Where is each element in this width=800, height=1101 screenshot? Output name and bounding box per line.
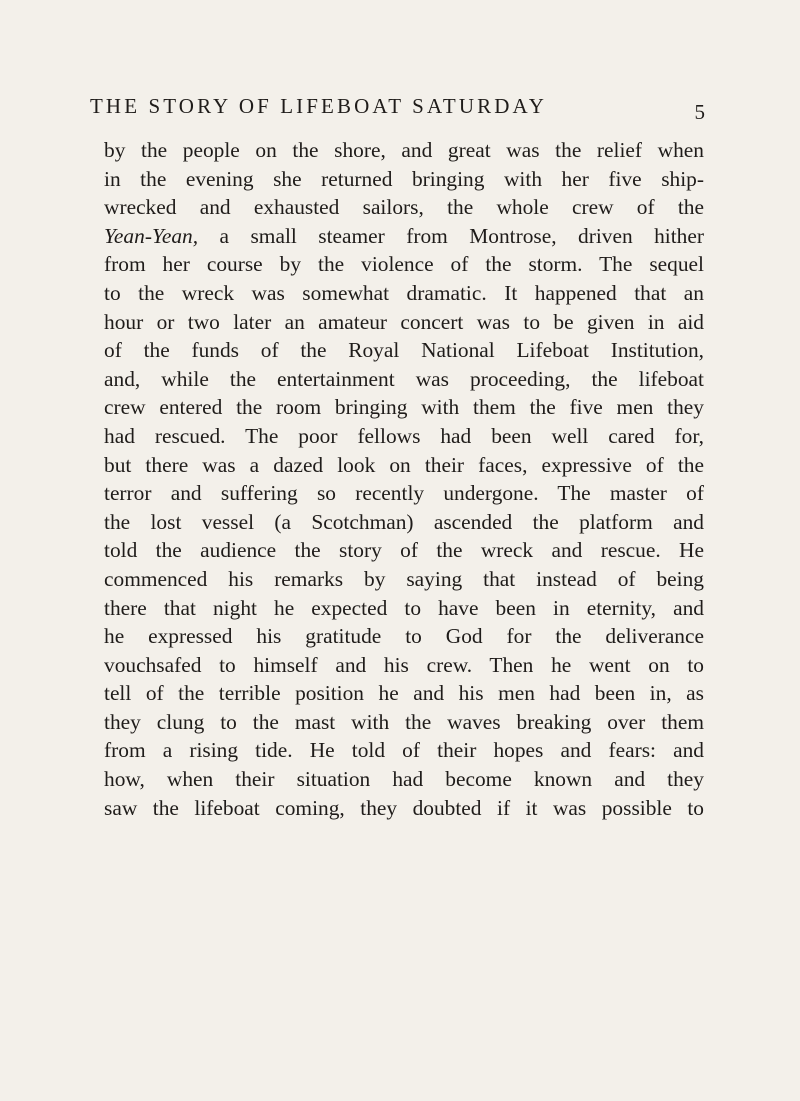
text-line: the lost vessel (a Scotchman) ascended the platform and: [104, 509, 704, 534]
text-line: there that night he expected to have been in eternity, and: [104, 595, 704, 620]
text-line: wrecked and exhausted sailors, the whole crew of the: [104, 195, 704, 220]
text-line: by the people on the shore, and great was the relief when: [104, 138, 704, 162]
page-number: 5: [694, 100, 705, 124]
text-line: of the funds of the Royal National Lifeboat Institution,: [104, 338, 704, 363]
text-line: to the wreck was somewhat dramatic. It happened that an: [104, 280, 704, 305]
text-line: but there was a dazed look on their faces, expressive of the: [104, 452, 704, 477]
body-text: [104, 136, 704, 822]
text-line: had rescued. The poor fellows had been well cared for,: [104, 423, 704, 448]
text-line: hour or two later an amateur concert was to be given in aid: [104, 309, 704, 334]
text-line: tell of the terrible position he and his men had been in, as: [104, 681, 704, 706]
running-title: THE STORY OF LIFEBOAT SATURDAY: [90, 94, 548, 118]
text-line: saw the lifeboat coming, they doubted if it was possible to: [104, 795, 704, 820]
text-line: vouchsafed to himself and his crew. Then he went on to: [104, 652, 704, 677]
text-line: terror and suffering so recently undergone. The master of: [104, 481, 704, 506]
text-line: how, when their situation had become known and they: [104, 767, 704, 792]
text-line: in the evening she returned bringing with her five ship-: [104, 166, 704, 191]
text-line: told the audience the story of the wreck and rescue. He: [104, 538, 704, 563]
text-line: he expressed his gratitude to God for the deliverance: [104, 624, 704, 649]
text-line-with-ship-name: Yean-Yean, a small steamer from Montrose, driven hither: [104, 223, 704, 248]
ship-name: Yean-Yean,: [104, 223, 199, 248]
text-line: they clung to the mast with the waves breaking over them: [104, 709, 704, 734]
running-head: [90, 94, 705, 124]
text-line: crew entered the room bringing with them the five men they: [104, 395, 704, 420]
text-line: commenced his remarks by saying that instead of being: [104, 566, 704, 591]
text-line: from her course by the violence of the storm. The sequel: [104, 252, 704, 277]
text-line: from a rising tide. He told of their hopes and fears: and: [104, 738, 704, 763]
text-line: and, while the entertainment was proceeding, the lifeboat: [104, 366, 704, 391]
